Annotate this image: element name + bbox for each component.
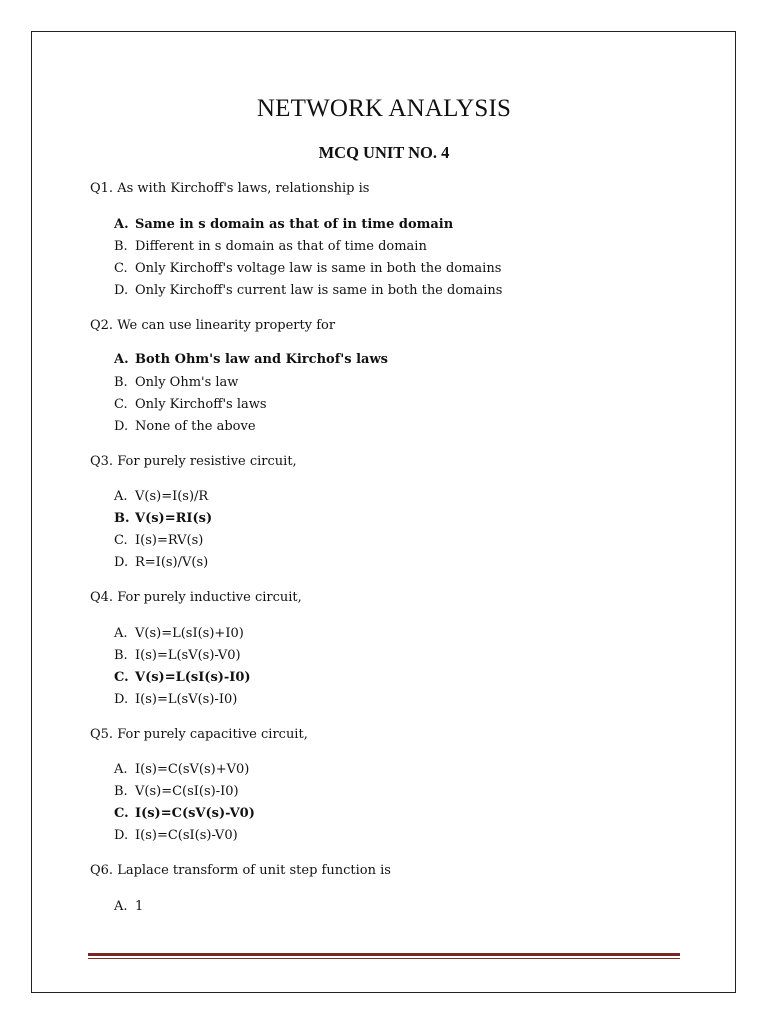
option-q2-d: [114, 419, 256, 434]
option-q1-b: [114, 239, 427, 254]
option-q1-c: [114, 261, 501, 276]
option-letter: A.: [114, 762, 128, 777]
option-q4-c: [114, 670, 251, 685]
option-letter: D.: [114, 283, 129, 298]
option-text: V(s)=C(sI(s)-I0): [135, 784, 239, 799]
option-text: Only Kirchoff's laws: [135, 397, 267, 412]
option-letter: D.: [114, 828, 129, 843]
option-q5-d: [114, 828, 238, 843]
option-text: I(s)=L(sV(s)-V0): [135, 648, 241, 663]
option-letter: B.: [114, 239, 128, 254]
option-text: I(s)=L(sV(s)-I0): [135, 692, 238, 707]
footer-rule: [88, 953, 680, 956]
document-title: NETWORK ANALYSIS: [256, 95, 512, 122]
option-text: Only Kirchoff's voltage law is same in both the domains: [135, 261, 502, 276]
question-6: Q6. Laplace transform of unit step function is: [90, 863, 391, 878]
option-q5-b: [114, 784, 239, 799]
question-4: Q4. For purely inductive circuit,: [90, 590, 302, 605]
option-text: V(s)=L(sI(s)+I0): [135, 626, 244, 641]
option-q2-b: [114, 375, 238, 390]
option-text: V(s)=I(s)/R: [135, 489, 209, 504]
option-letter: C.: [114, 261, 128, 276]
option-text: I(s)=RV(s): [135, 533, 204, 548]
option-letter: B.: [114, 511, 130, 526]
option-letter: A.: [114, 489, 128, 504]
option-letter: C.: [114, 806, 129, 821]
option-letter: B.: [114, 648, 128, 663]
option-q4-b: [114, 648, 241, 663]
option-text: I(s)=C(sI(s)-V0): [135, 828, 238, 843]
option-text: 1: [135, 899, 144, 914]
option-q1-a: [114, 217, 453, 232]
option-letter: D.: [114, 555, 129, 570]
option-q3-c: [114, 533, 203, 548]
option-letter: C.: [114, 397, 128, 412]
option-q2-a: [114, 352, 388, 367]
option-text: R=I(s)/V(s): [135, 555, 209, 570]
option-letter: D.: [114, 692, 129, 707]
document-subtitle: MCQ UNIT NO. 4: [318, 143, 450, 162]
option-text: Only Kirchoff's current law is same in both the domains: [135, 283, 503, 298]
option-q6-a: [114, 899, 143, 914]
option-q2-c: [114, 397, 267, 412]
option-letter: A.: [114, 899, 128, 914]
option-q3-d: [114, 555, 208, 570]
option-text: I(s)=C(sV(s)+V0): [135, 762, 250, 777]
option-letter: A.: [114, 217, 129, 232]
option-text: None of the above: [135, 419, 256, 434]
option-text: Different in s domain as that of time domain: [135, 239, 427, 254]
option-letter: A.: [114, 352, 129, 367]
option-letter: D.: [114, 419, 129, 434]
option-letter: A.: [114, 626, 128, 641]
option-q1-d: [114, 283, 502, 298]
option-text: V(s)=L(sI(s)-I0): [135, 670, 251, 685]
option-letter: B.: [114, 375, 128, 390]
option-q5-c: [114, 806, 255, 821]
option-letter: B.: [114, 784, 128, 799]
option-text: Same in s domain as that of in time domain: [135, 217, 454, 232]
option-letter: C.: [114, 670, 129, 685]
option-text: I(s)=C(sV(s)-V0): [135, 806, 255, 821]
question-2: Q2. We can use linearity property for: [90, 318, 336, 333]
option-q4-a: [114, 626, 244, 641]
option-q4-d: [114, 692, 237, 707]
option-q5-a: [114, 762, 249, 777]
option-text: Both Ohm's law and Kirchof's laws: [135, 352, 388, 367]
option-text: V(s)=RI(s): [135, 511, 213, 526]
option-letter: C.: [114, 533, 128, 548]
option-q3-a: [114, 489, 208, 504]
question-3: Q3. For purely resistive circuit,: [90, 454, 297, 469]
question-1: Q1. As with Kirchoff's laws, relationship is: [90, 181, 370, 196]
option-text: Only Ohm's law: [135, 375, 239, 390]
question-5: Q5. For purely capacitive circuit,: [90, 727, 308, 742]
footer-rule-thin: [88, 958, 680, 959]
option-q3-b: [114, 511, 212, 526]
